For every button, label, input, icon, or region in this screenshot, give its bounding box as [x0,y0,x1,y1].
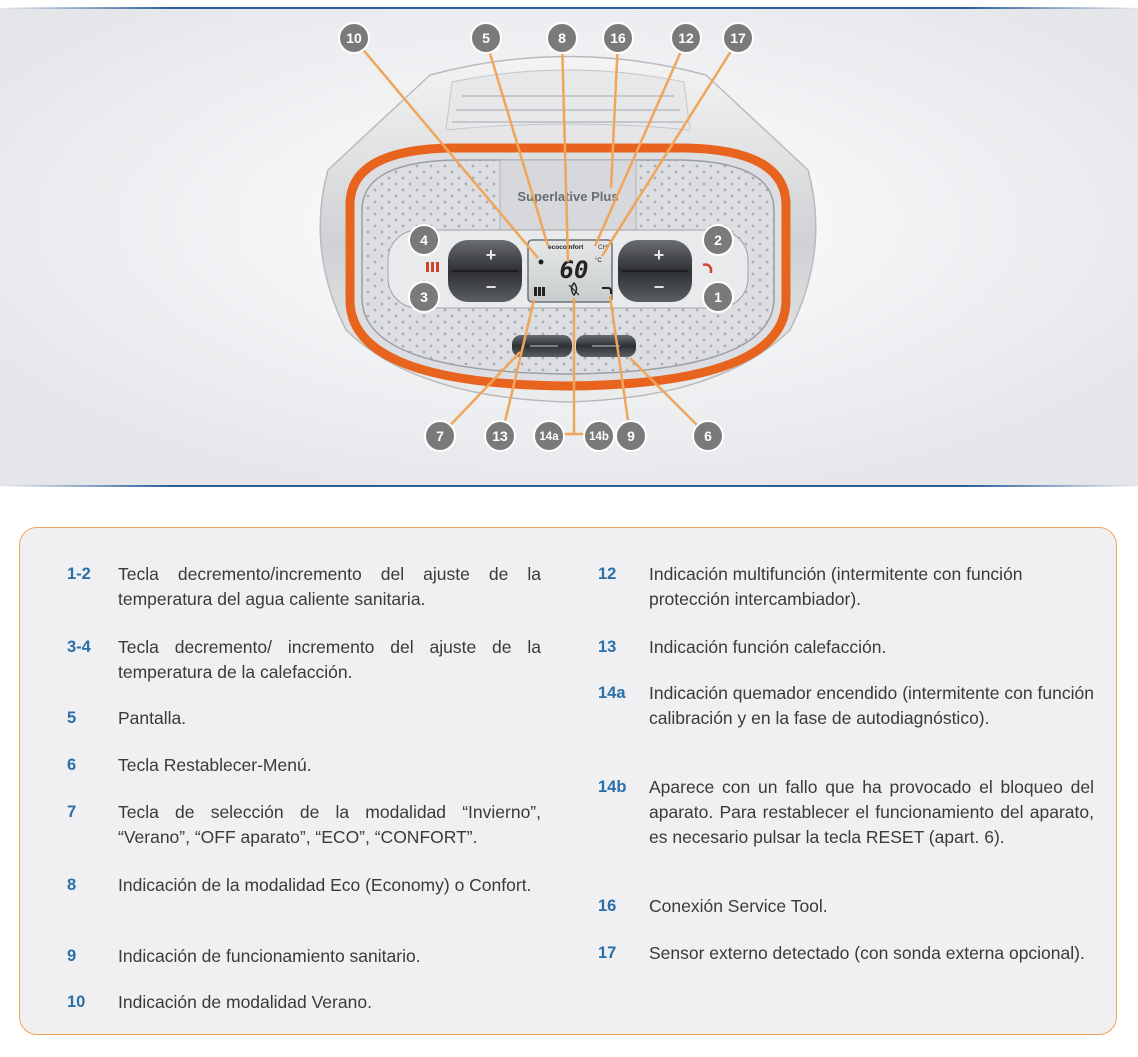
legend-number: 14b [598,778,627,796]
callout-1 [703,282,733,312]
callout-10 [339,23,369,53]
dhw-minus-label: − [653,277,665,297]
callout-8-label: 8 [558,30,566,46]
lcd-heating-icon [534,287,545,296]
callout-16-label: 16 [610,30,626,46]
callout-8 [547,23,577,53]
legend-text: Indicación de modalidad Verano. [118,992,372,1012]
callout-9 [616,421,646,451]
callout-4-label: 4 [420,232,428,248]
callout-13-label: 13 [492,428,508,444]
legend-text: Sensor externo detectado (con sonda externa opcional). [649,943,1085,963]
legend-number: 12 [598,565,617,583]
heating-plus-label: + [485,245,497,265]
callout-17 [723,23,753,53]
callout-12-label: 12 [678,30,694,46]
legend-text: Indicación de funcionamiento sanitario. [118,946,421,966]
legend-number: 13 [598,638,617,656]
legend-number: 9 [67,947,77,965]
lcd-temperature: 60 [559,256,589,284]
legend-text: Indicación de la modalidad Eco (Economy) o Confort. [118,875,532,895]
lcd-mode-label: ecocomfort [548,244,584,251]
legend-number: 10 [67,993,86,1011]
top-divider [0,7,1138,9]
legend-number: 7 [67,803,77,821]
legend-text: Conexión Service Tool. [649,896,828,916]
callout-3-label: 3 [420,289,428,305]
legend-number: 14a [598,684,626,702]
heating-temp-buttons[interactable] [448,240,522,302]
legend-text: Indicación función calefacción. [649,637,887,657]
callout-14a-label: 14a [539,431,559,443]
legend-number: 17 [598,944,617,962]
callout-9-label: 9 [627,428,635,444]
summer-indicator-dot [539,260,544,265]
lcd-unit: °C [595,258,602,264]
callout-17-label: 17 [730,30,746,46]
legend-text: Pantalla. [118,708,187,728]
lcd-small-label: CH [598,244,608,251]
callout-16 [603,23,633,53]
legend-number: 16 [598,897,617,915]
callout-12 [671,23,701,53]
legend-text: Tecla Restablecer-Menú. [118,755,312,775]
callout-5-label: 5 [482,30,490,46]
heating-minus-label: − [485,277,497,297]
callout-14b-label: 14b [589,431,609,443]
legend-text: Indicación quemador encendido (intermitente con función calibración y en la fase de autodiagnóstico). [649,683,1094,728]
callout-14a [534,421,564,451]
callout-14b [584,421,614,451]
bottom-divider [0,485,1138,487]
callout-5 [471,23,501,53]
callout-2 [703,225,733,255]
legend-number: 5 [67,709,77,727]
legend-number: 8 [67,876,77,894]
callout-3 [409,282,439,312]
dhw-temp-buttons[interactable] [618,240,692,302]
legend-text: Indicación multifunción (intermitente con función protección intercambiador). [649,564,1023,609]
callout-7 [425,421,455,451]
legend-panel [19,527,1117,1035]
callout-2-label: 2 [714,232,722,248]
callout-13 [485,421,515,451]
legend-text: Tecla de selección de la modalidad “Invierno”, “Verano”, “OFF aparato”, “ECO”, “CONFORT”. [118,802,541,847]
dhw-plus-label: + [653,245,665,265]
legend-text: Tecla decremento/ incremento del ajuste de la temperatura de la calefacción. [118,637,541,682]
callout-4 [409,225,439,255]
legend-text: Tecla decremento/incremento del ajuste de la temperatura del agua caliente sanitaria. [118,564,541,609]
legend-number: 6 [67,756,77,774]
control-panel-diagram [0,0,1138,500]
radiator-icon [426,262,439,272]
callout-6 [693,421,723,451]
callout-1-label: 1 [714,289,722,305]
callout-10-label: 10 [346,30,362,46]
callout-7-label: 7 [436,428,444,444]
callout-6-label: 6 [704,428,712,444]
legend-text: Aparece con un fallo que ha provocado el bloqueo del aparato. Para restablecer el funcionamiento del aparato, es necesario pulsar la tecla RESET (apart. 6). [649,777,1094,847]
legend-number: 1-2 [67,565,91,583]
legend-number: 3-4 [67,638,91,656]
brand-label: Superlative Plus [517,189,619,204]
